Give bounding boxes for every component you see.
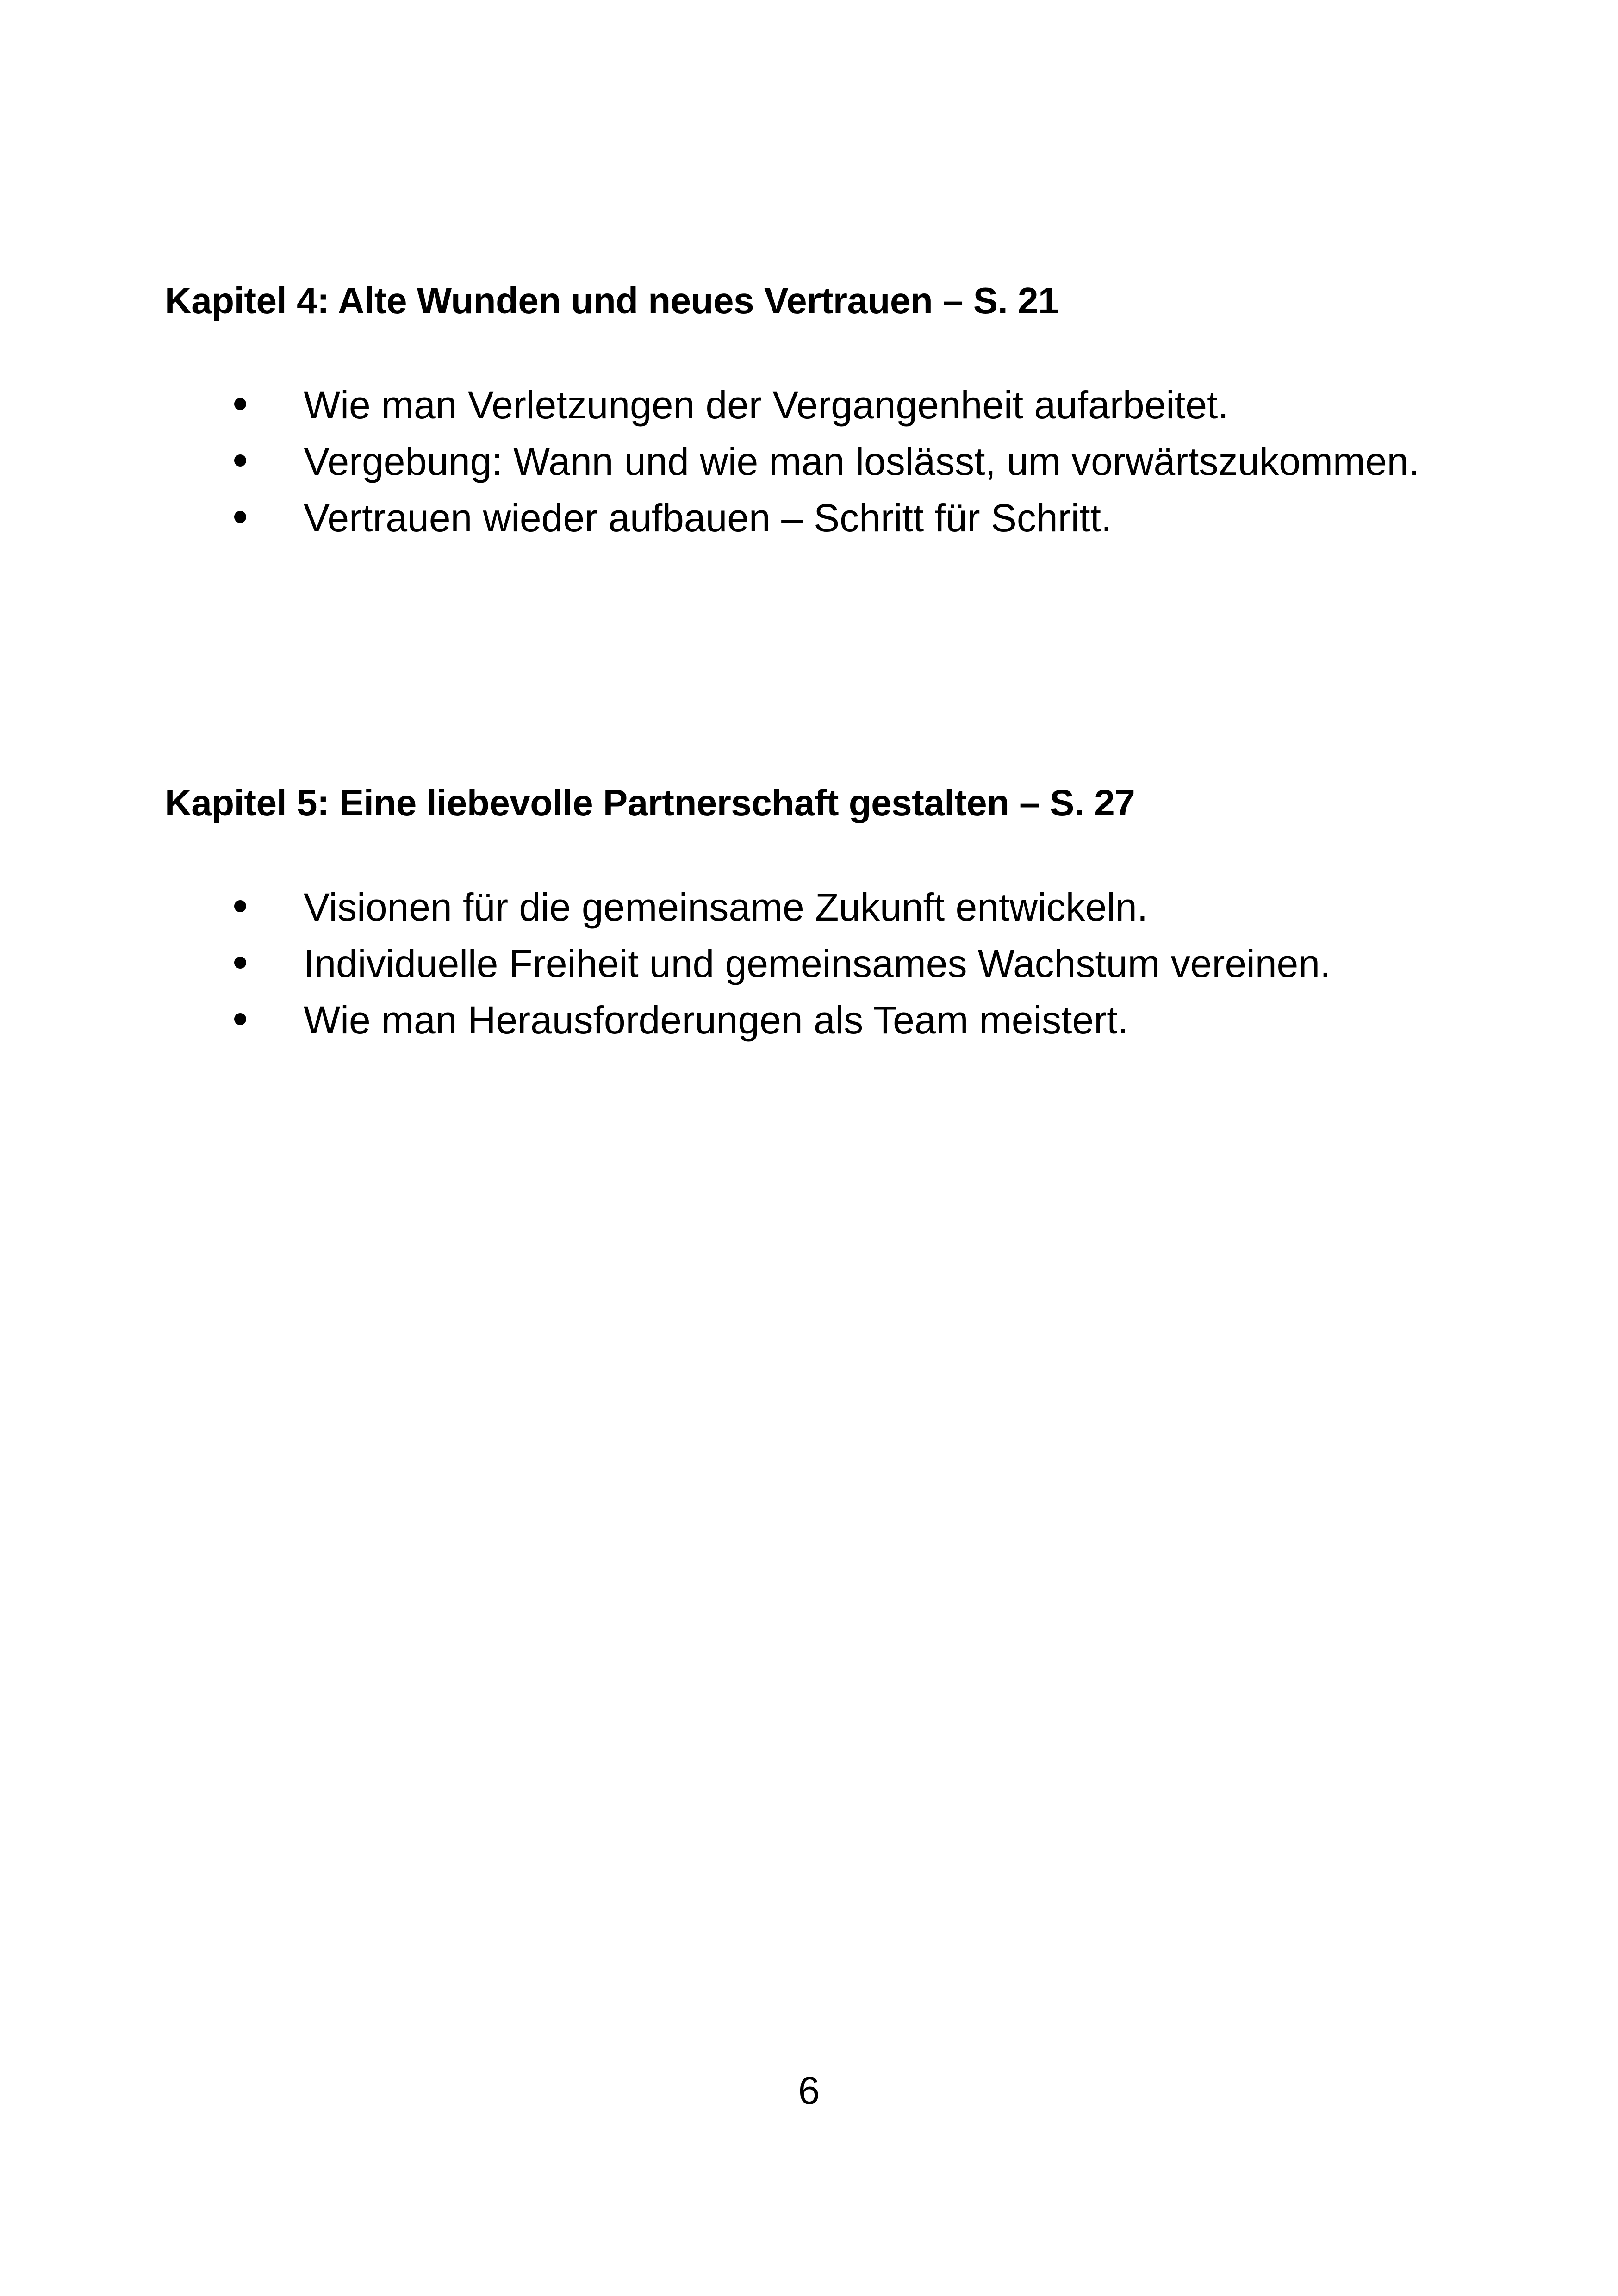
chapter-4-section — [165, 273, 1424, 546]
chapter-5-section — [165, 775, 1424, 1048]
bullet-list — [165, 879, 1424, 1048]
list-item — [165, 879, 1424, 935]
list-item-text: Individuelle Freiheit und gemeinsames Wachstum vereinen. — [304, 942, 1331, 985]
list-item — [165, 992, 1424, 1048]
chapter-title: Kapitel 4: Alte Wunden und neues Vertrauen – S. 21 — [165, 280, 1059, 321]
list-item-text: Wie man Verletzungen der Vergangenheit aufarbeitet. — [304, 383, 1229, 427]
bullet-icon — [234, 957, 246, 969]
bullet-icon — [234, 900, 246, 912]
bullet-icon — [234, 511, 246, 523]
list-item-text: Wie man Herausforderungen als Team meistert. — [304, 998, 1128, 1042]
bullet-icon — [234, 398, 246, 410]
bullet-icon — [234, 454, 246, 467]
chapter-title: Kapitel 5: Eine liebevolle Partnerschaft gestalten – S. 27 — [165, 782, 1135, 823]
list-item — [165, 490, 1424, 546]
bullet-list — [165, 377, 1424, 546]
list-item-text: Vertrauen wieder aufbauen – Schritt für Schritt. — [304, 496, 1112, 540]
page-number: 6 — [798, 2069, 820, 2112]
list-item-text: Visionen für die gemeinsame Zukunft entwickeln. — [304, 885, 1148, 929]
list-item — [165, 377, 1424, 433]
list-item — [165, 433, 1424, 490]
list-item-text: Vergebung: Wann und wie man loslässt, um vorwärtszukommen. — [304, 440, 1419, 483]
list-item — [165, 935, 1424, 992]
bullet-icon — [234, 1013, 246, 1025]
